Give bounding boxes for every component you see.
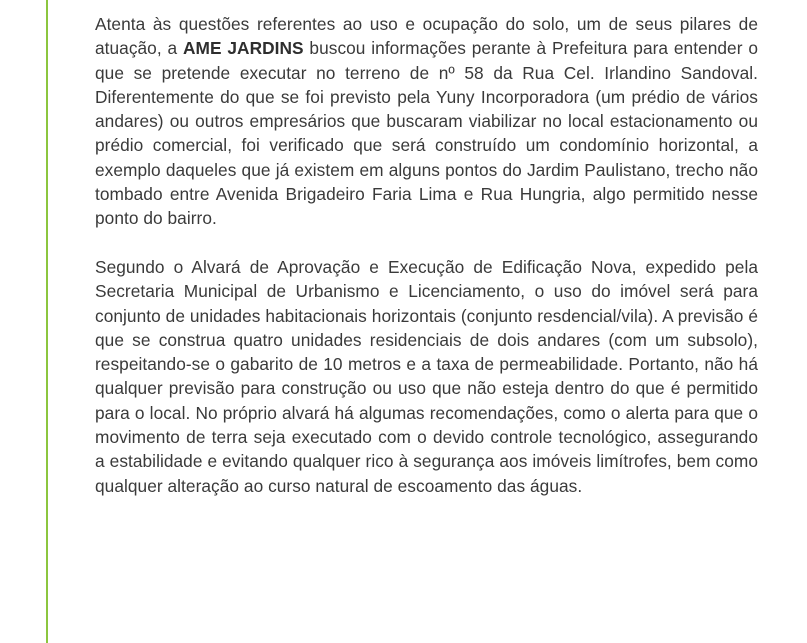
paragraph-1-body: buscou informações perante à Prefeitura para entender o que se pretende executar no terreno de nº 58 da Rua Cel. Irlandino Sandoval. Diferentemente do que se foi previsto pela Yuny Incorporadora (um prédio de vários andares) ou outros empresários que buscaram viabilizar no local estacionamento ou prédio comercial, foi verificado que será construído um condomínio horizontal, a exemplo daqueles que já existem em alguns pontos do Jardim Paulistano, trecho não tombado entre Avenida Brigadeiro Faria Lima e Rua Hungria, algo permitido nesse ponto do bairro. [95, 38, 758, 229]
paragraph-1-intro: Atenta às questões referentes ao uso e ocupação do solo, um de seus pilares de atuação, a [95, 14, 758, 59]
article-body [95, 12, 758, 498]
accent-rule [46, 0, 48, 643]
paragraph-ame-jardins-inquiry [95, 12, 758, 231]
paragraph-alvara-details: Segundo o Alvará de Aprovação e Execução de Edificação Nova, expedido pela Secretaria Municipal de Urbanismo e Licenciamento, o uso do imóvel será para conjunto de unidades habitacionais horizontais (conjunto resdencial/vila). A previsão é que se construa quatro unidades residenciais de dois andares (com um subsolo), respeitando-se o gabarito de 10 metros e a taxa de permeabilidade. Portanto, não há qualquer previsão para construção ou uso que não esteja dentro do que é permitido para o local. No próprio alvará há algumas recomendações, como o alerta para que o movimento de terra seja executado com o devido controle tecnológico, assegurando a estabilidade e evitando qualquer rico à segurança aos imóveis limítrofes, bem como qualquer alteração ao curso natural de escoamento das águas. [95, 256, 758, 496]
brand-name: AME JARDINS [183, 38, 304, 59]
